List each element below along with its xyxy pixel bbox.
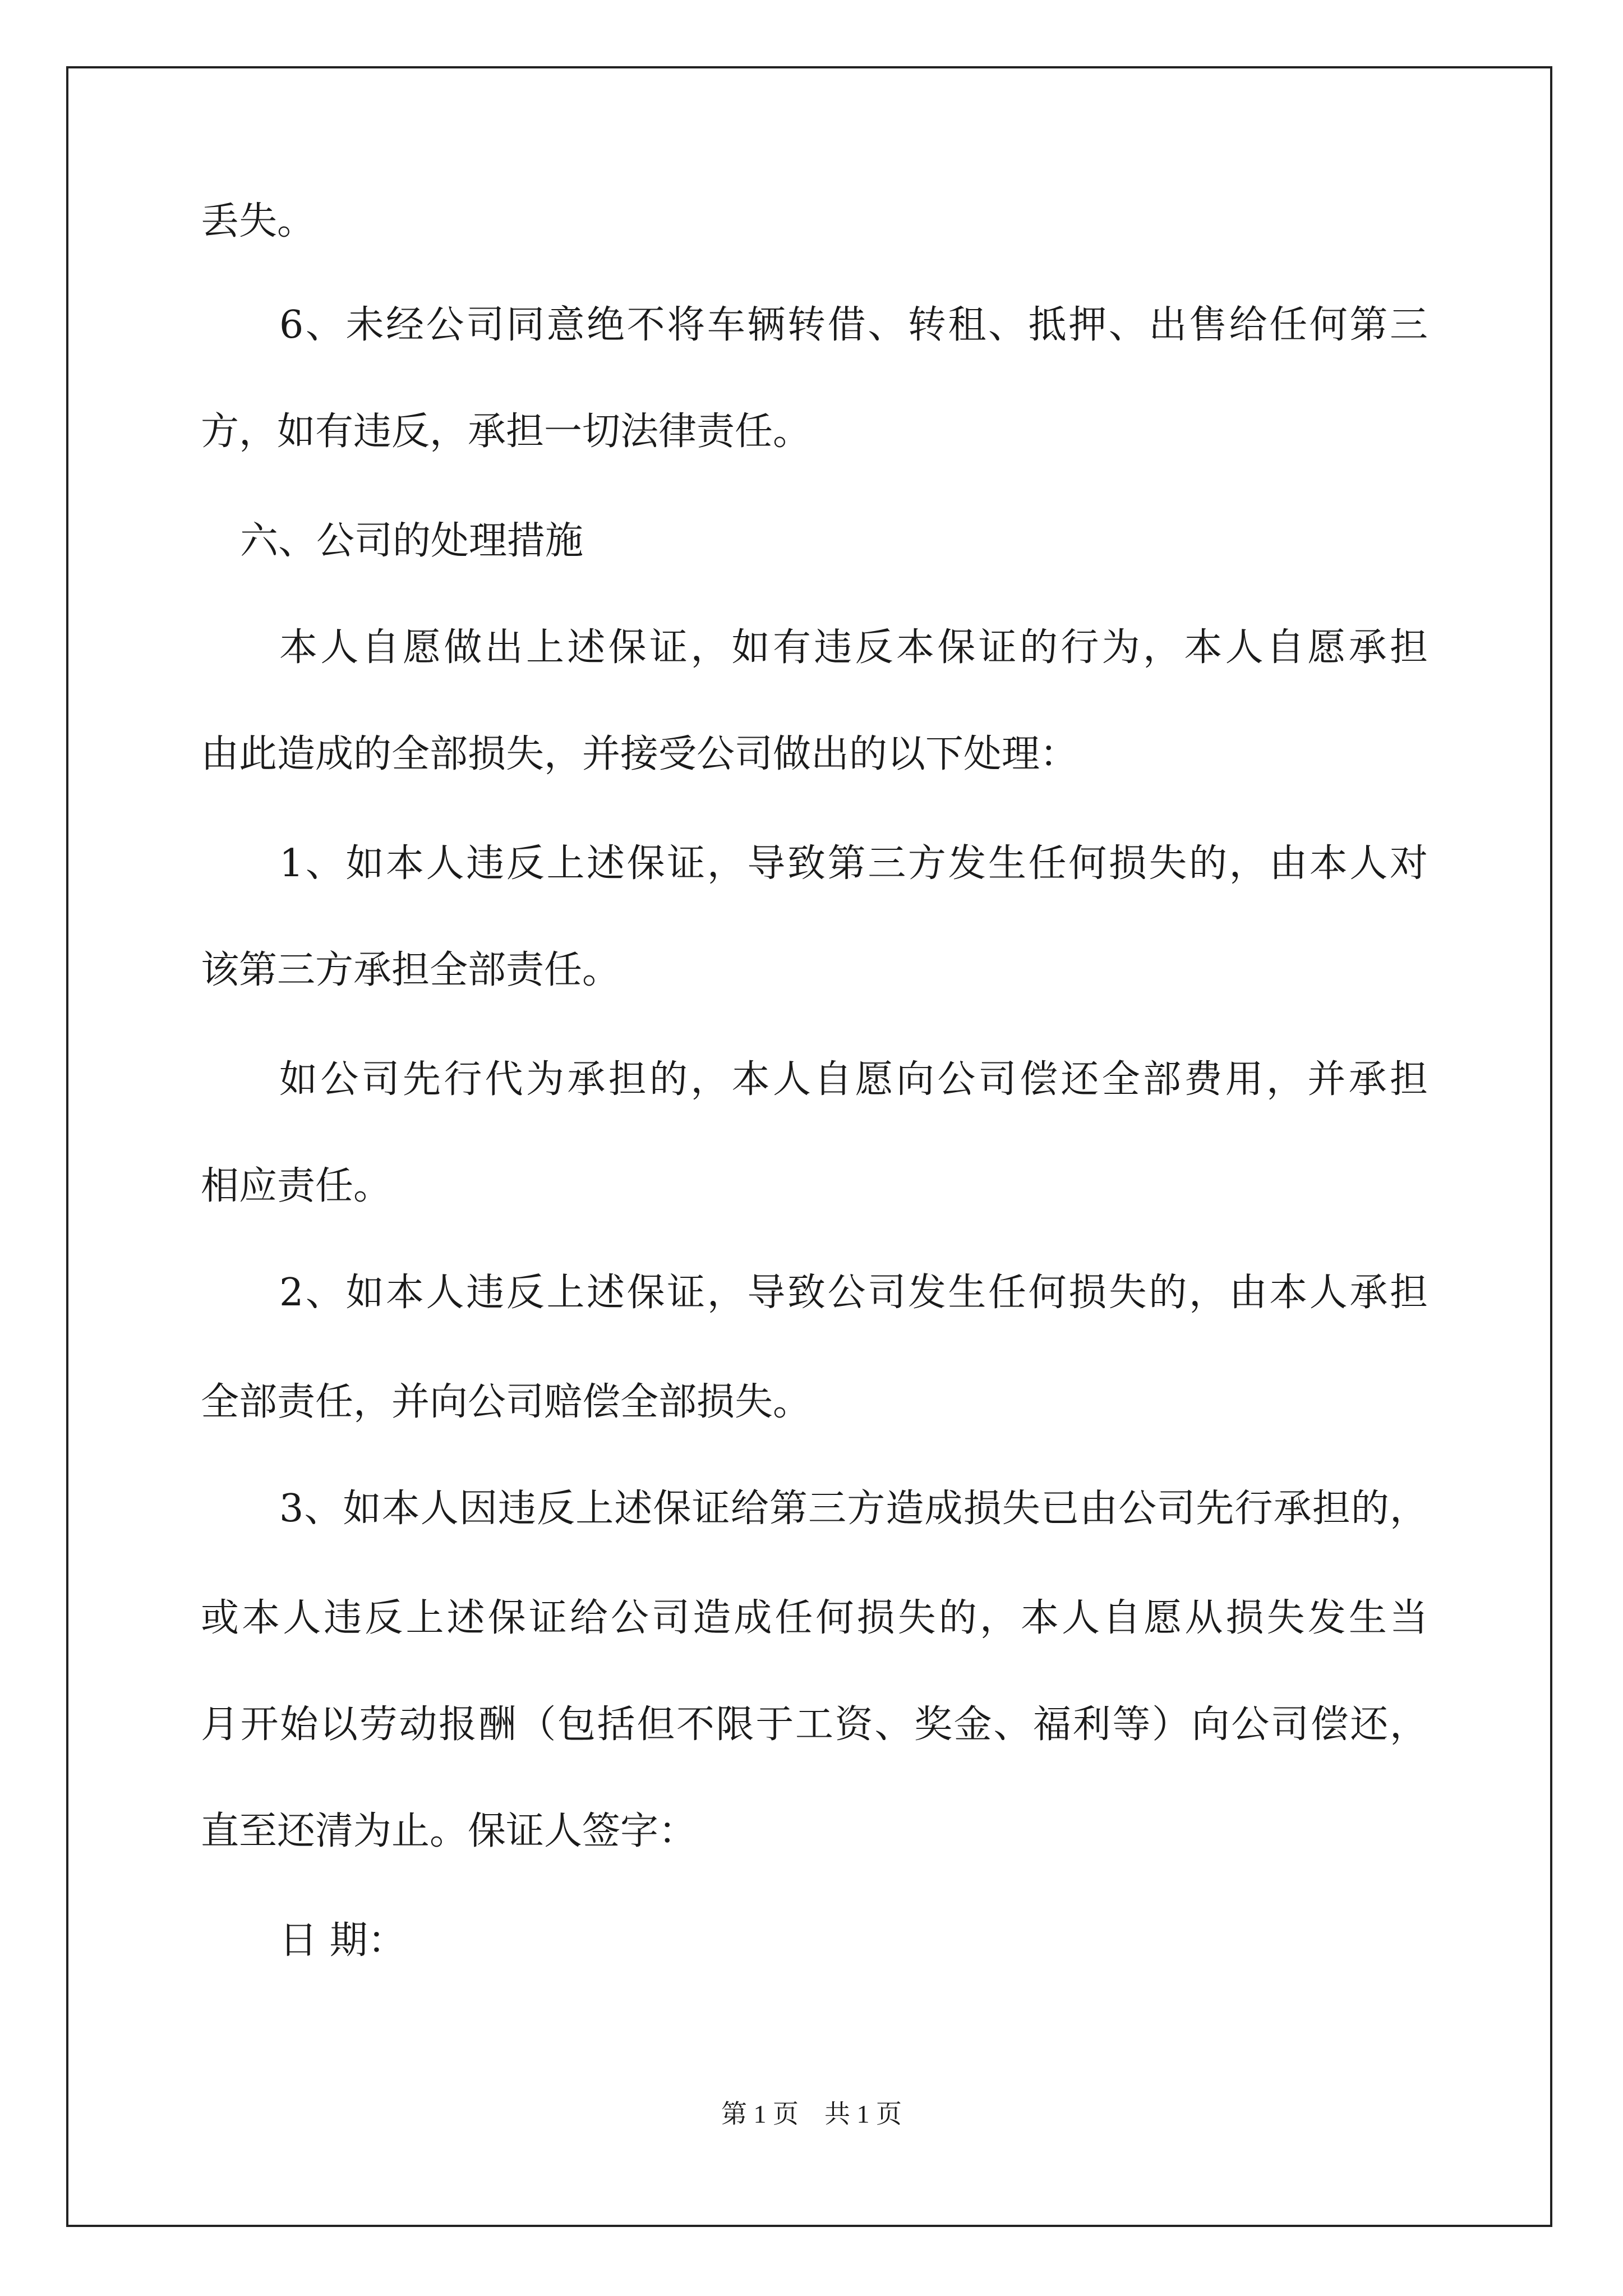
- date-line: 日 期：: [279, 1918, 406, 1963]
- text-line: 全部责任，并向公司赔偿全部损失。: [201, 1380, 811, 1424]
- text-line: 2、如本人违反上述保证，导致公司发生任何损失的，由本人承担: [279, 1271, 1428, 1315]
- text-line: 方，如有违反，承担一切法律责任。: [201, 409, 811, 454]
- text-line: 由此造成的全部损失，并接受公司做出的以下处理：: [201, 732, 1078, 776]
- text-line: 3、如本人因违反上述保证给第三方造成损失已由公司先行承担的，: [279, 1487, 1428, 1531]
- text-line: 1、如本人违反上述保证，导致第三方发生任何损失的，由本人对: [279, 841, 1428, 886]
- page-border: [66, 66, 1552, 2227]
- text-line: 直至还清为止。保证人签字：: [201, 1809, 697, 1853]
- text-line: 月开始以劳动报酬（包括但不限于工资、奖金、福利等）向公司偿还，: [201, 1703, 1428, 1747]
- text-line: 或本人违反上述保证给公司造成任何损失的，本人自愿从损失发生当: [201, 1596, 1428, 1640]
- text-line: 本人自愿做出上述保证，如有违反本保证的行为，本人自愿承担: [279, 625, 1428, 670]
- section-heading: 六、公司的处理措施: [240, 519, 584, 563]
- text-line: 如公司先行代为承担的，本人自愿向公司偿还全部费用，并承担: [279, 1057, 1428, 1102]
- text-line: 6、未经公司同意绝不将车辆转借、转租、抵押、出售给任何第三: [279, 303, 1428, 347]
- text-line: 丢失。: [201, 199, 316, 243]
- page-number: 第 1 页 共 1 页: [721, 2100, 902, 2128]
- text-line: 该第三方承担全部责任。: [201, 948, 621, 992]
- text-line: 相应责任。: [201, 1164, 392, 1208]
